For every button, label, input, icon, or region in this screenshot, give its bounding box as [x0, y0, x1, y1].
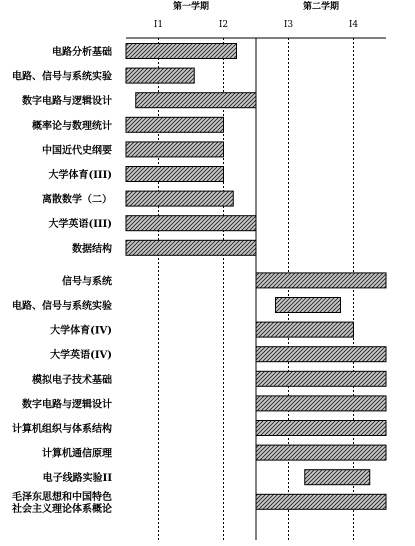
tick-label: I2: [218, 20, 229, 30]
period-header: [154, 0, 359, 30]
course-bar: [126, 216, 256, 231]
course-bar: [126, 117, 224, 132]
course-bar: [256, 396, 386, 411]
period-title: 第一学期: [172, 2, 210, 12]
course-label: 离散数学（二）: [42, 194, 112, 206]
course-label: 数字电路与逻辑设计: [22, 96, 112, 108]
period-title: 第二学期: [302, 2, 340, 12]
course-bar: [126, 68, 194, 83]
course-label: 电子线路实验II: [42, 473, 112, 485]
course-bar: [256, 371, 386, 386]
course-label: 大学体育(III): [48, 170, 112, 181]
course-label: 计算机组织与体系结构: [12, 424, 112, 435]
course-label: 大学英语(IV): [50, 350, 112, 362]
course-label: 电路分析基础: [52, 47, 112, 58]
course-bar: [256, 421, 386, 436]
course-bar: [305, 470, 370, 485]
course-label: 信号与系统: [62, 276, 112, 288]
course-bar: [256, 322, 354, 337]
course-bar: [276, 298, 341, 313]
grid-lines: [126, 38, 386, 540]
course-label: 大学体育(IV): [50, 325, 112, 337]
course-label: 模拟电子技术基础: [32, 374, 112, 386]
course-bar: [126, 167, 224, 182]
course-label: 电路、信号与系统实验: [12, 71, 112, 83]
course-bar: [256, 273, 386, 288]
course-bar: [256, 445, 386, 460]
course-bar: [136, 93, 256, 108]
course-bar: [256, 494, 386, 509]
course-label: 毛泽东思想和中国特色社会主义理论体系概论: [12, 491, 112, 515]
tick-label: I3: [283, 20, 294, 30]
course-bar: [256, 347, 386, 362]
course-label: 大学英语(III): [48, 219, 112, 231]
course-label: 中国近代史纲要: [42, 145, 112, 157]
row-labels: [11, 45, 113, 515]
course-bar: [126, 240, 256, 255]
course-bar: [126, 142, 224, 157]
course-label: 数据结构: [72, 243, 112, 255]
course-bar: [126, 44, 237, 59]
course-bar: [126, 191, 233, 206]
course-label: 计算机通信原理: [42, 448, 112, 460]
course-label: 概率论与数理统计: [32, 120, 112, 132]
tick-label: I1: [153, 20, 164, 30]
tick-label: I4: [348, 20, 359, 30]
course-label: 数字电路与逻辑设计: [22, 399, 112, 411]
course-label: 电路、信号与系统实验: [12, 301, 112, 312]
